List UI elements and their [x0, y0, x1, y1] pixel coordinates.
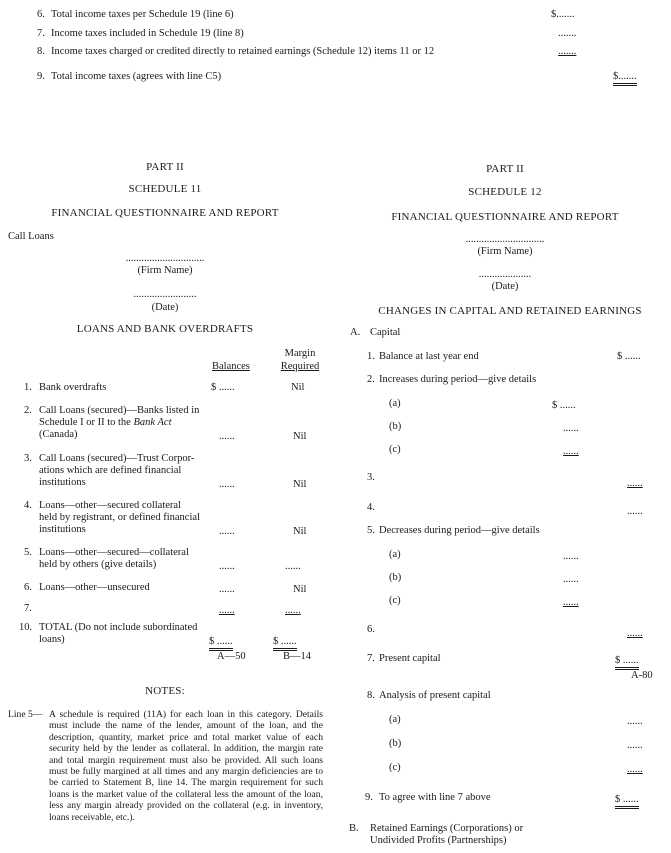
schedule-heading: SCHEDULE 11: [128, 183, 202, 195]
line-number: 1.: [367, 351, 375, 362]
sub-label: (a): [389, 714, 401, 725]
line-text: Total income taxes per Schedule 19 (line 6): [51, 9, 234, 20]
form-title: FINANCIAL QUESTIONNAIRE AND REPORT: [391, 211, 619, 223]
margin-value: ......: [285, 561, 301, 572]
line-text: Total income taxes (agrees with line C5): [51, 71, 222, 82]
form-title: FINANCIAL QUESTIONNAIRE AND REPORT: [51, 207, 279, 219]
line-number: 7.: [367, 653, 375, 664]
line-number: 6.: [37, 9, 45, 20]
item-text: Call Loans (secured)—Trust Corpor-: [39, 453, 195, 464]
line-value: ......: [627, 716, 643, 727]
line-value: ......: [563, 551, 579, 562]
item-text: institutions: [39, 477, 86, 488]
item-text: Bank overdrafts: [39, 382, 107, 393]
notes-heading: NOTES:: [145, 685, 185, 697]
item-text: held by others (give details): [39, 559, 157, 570]
schedule-heading: SCHEDULE 12: [468, 186, 542, 198]
column-header-margin: Margin: [284, 348, 316, 359]
line-value: ......: [563, 423, 579, 434]
subsection-title: Capital: [370, 327, 401, 338]
part-heading: PART II: [146, 161, 184, 173]
sub-label: (b): [389, 421, 402, 432]
item-number: 6.: [24, 582, 32, 593]
date-field: ........................: [133, 289, 197, 300]
item-number: 10.: [19, 622, 33, 633]
line-value: $ ......: [617, 351, 641, 362]
margin-reference: B—14: [283, 651, 312, 662]
date-label: (Date): [151, 302, 179, 313]
item-text-part: Schedule I or II to the: [39, 417, 134, 428]
item-number: 5.: [24, 547, 32, 558]
sub-label: (a): [389, 549, 401, 560]
margin-value: Nil: [291, 382, 305, 393]
margin-total: $ ......: [273, 636, 297, 651]
line-value: $.......: [613, 71, 637, 86]
item-text: ations which are defined financial: [39, 465, 182, 476]
item-text: institutions: [39, 524, 86, 535]
balance-total: $ ......: [209, 636, 233, 651]
line-reference: A-80: [631, 670, 653, 681]
line-value: ......: [563, 446, 579, 457]
balance-value: ......: [219, 479, 235, 490]
line-value: ......: [627, 628, 643, 639]
sub-label: (c): [389, 444, 401, 455]
item-number: 4.: [24, 500, 32, 511]
line-text: To agree with line 7 above: [379, 792, 491, 803]
line-number: 8.: [367, 690, 375, 701]
item-text: Call Loans (secured)—Banks listed in: [39, 405, 200, 416]
margin-value: Nil: [293, 431, 307, 442]
item-number: 3.: [24, 453, 32, 464]
line-value: ......: [563, 597, 579, 608]
firm-name-field: ..............................: [125, 253, 205, 264]
line-value: .......: [558, 46, 577, 57]
line-value: $ ......: [615, 794, 639, 809]
line-value: ......: [627, 740, 643, 751]
line-value: ......: [563, 574, 579, 585]
balance-value: ......: [219, 605, 235, 616]
line-number: 2.: [367, 374, 375, 385]
line-number: 9.: [365, 792, 373, 803]
subsection-letter: B.: [349, 823, 359, 834]
date-label: (Date): [491, 281, 519, 292]
balance-value: ......: [219, 584, 235, 595]
margin-value: Nil: [293, 526, 307, 537]
line-number: 4.: [367, 502, 375, 513]
line-text: Income taxes charged or credited directly to retained earnings (Schedule 12) items 11 or 12: [51, 46, 435, 57]
item-text: Loans—other—unsecured: [39, 582, 150, 593]
line-number: 7.: [37, 28, 45, 39]
subsection-title-cont: Undivided Profits (Partnerships): [370, 835, 507, 846]
item-text-italic: Bank Act: [133, 417, 172, 428]
column-header-required: Required: [280, 361, 320, 372]
sub-label: (a): [389, 398, 401, 409]
date-field: ....................: [478, 269, 532, 280]
line-value: $.......: [551, 9, 575, 20]
item-text: TOTAL (Do not include subordinated: [39, 622, 198, 633]
line-text: Income taxes included in Schedule 19 (line 8): [51, 28, 244, 39]
balance-value: $ ......: [211, 382, 235, 393]
form-subtitle: Call Loans: [8, 231, 54, 242]
line-text: Analysis of present capital: [379, 690, 491, 701]
item-text: (Canada): [39, 429, 78, 440]
item-text: loans): [39, 634, 65, 645]
item-number: 2.: [24, 405, 32, 416]
section-heading: CHANGES IN CAPITAL AND RETAINED EARNINGS: [378, 305, 642, 317]
line-number: 3.: [367, 472, 375, 483]
item-text: Loans—other—secured—collateral: [39, 547, 189, 558]
item-text: [39, 417, 172, 429]
line-value: ......: [627, 506, 643, 517]
firm-name-label: (Firm Name): [137, 265, 193, 276]
item-number: 1.: [24, 382, 32, 393]
sub-label: (c): [389, 762, 401, 773]
subsection-letter: A.: [350, 327, 361, 338]
line-value: $ ......: [615, 655, 639, 670]
line-number: 5.: [367, 525, 375, 536]
line-number: 8.: [37, 46, 45, 57]
line-value: ......: [627, 478, 643, 489]
line-text: Balance at last year end: [379, 351, 479, 362]
balance-value: ......: [219, 526, 235, 537]
margin-value: Nil: [293, 584, 307, 595]
note-label: Line 5—: [8, 709, 43, 720]
balance-value: ......: [219, 431, 235, 442]
line-text: Increases during period—give details: [379, 374, 537, 385]
subsection-title: Retained Earnings (Corporations) or: [370, 823, 524, 834]
note-text: A schedule is required (11A) for each loan in this category. Details must include the name of the lender, amount of the loan, and the description, quantity, market price and total market value of each security held by the lender as collateral. In addition, the margin rate and total margin requirement must also be provided. All such loans must be fully margined at all times and any margin deficiencies are to be carried to Statement B, line 14. The margin requirement for such loans is the market value of the collateral less the amount of the loan, less any margin already provided on the collateral (e.g. in inventory, loans receivable, etc.).: [49, 709, 323, 823]
sub-label: (b): [389, 572, 402, 583]
line-number: 6.: [367, 624, 375, 635]
line-value: ......: [627, 764, 643, 775]
margin-value: Nil: [293, 479, 307, 490]
item-text: held by registrant, or defined financial: [39, 512, 200, 523]
balance-value: ......: [219, 561, 235, 572]
line-text: Decreases during period—give details: [379, 525, 540, 536]
section-heading: LOANS AND BANK OVERDRAFTS: [76, 323, 254, 335]
firm-name-label: (Firm Name): [477, 246, 533, 257]
line-value: $ ......: [552, 400, 576, 411]
sub-label: (b): [389, 738, 402, 749]
line-text: Present capital: [379, 653, 441, 664]
line-number: 9.: [37, 71, 45, 82]
line-value: .......: [558, 28, 577, 39]
firm-name-field: ..............................: [465, 234, 545, 245]
sub-label: (c): [389, 595, 401, 606]
balance-reference: A—50: [217, 651, 246, 662]
column-header-balances: Balances: [212, 361, 250, 372]
part-heading: PART II: [486, 163, 524, 175]
item-text: Loans—other—secured collateral: [39, 500, 181, 511]
item-number: 7.: [24, 603, 32, 614]
margin-value: ......: [285, 605, 301, 616]
